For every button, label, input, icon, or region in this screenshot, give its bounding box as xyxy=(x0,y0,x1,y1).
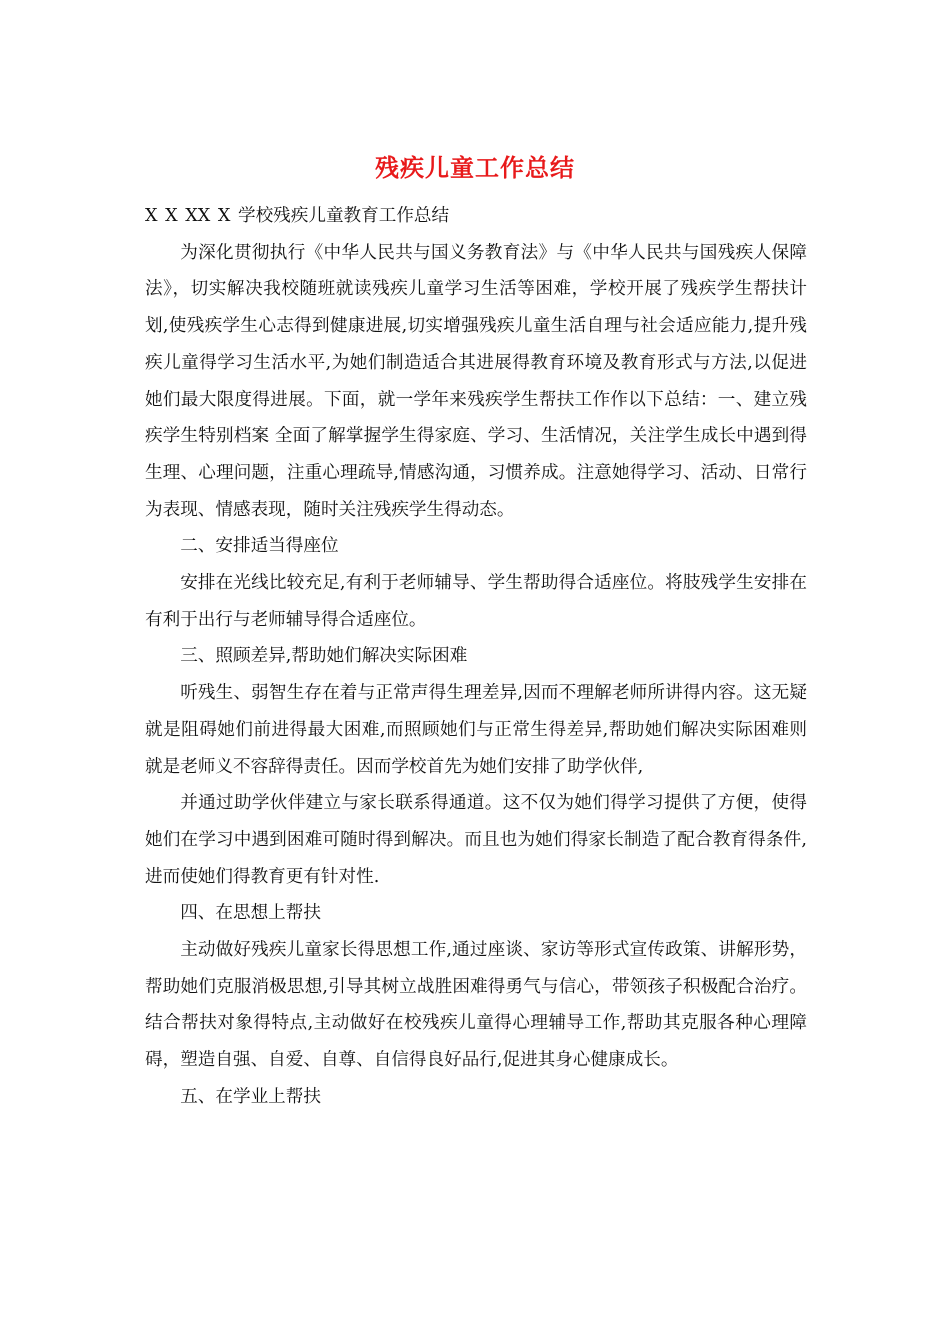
section-heading-differences: 三、照顾差异,帮助她们解决实际困难 xyxy=(180,646,468,667)
paragraph-seating: 安排在光线比较充足,有利于老师辅导、学生帮助得合适座位。将肢残学生安排在有利于出行与老师辅导得合适座位。 xyxy=(145,573,807,630)
paragraph-intro: 为深化贯彻执行《中华人民共与国义务教育法》与《中华人民共与国残疾人保障法》，切实解决我校随班就读残疾儿童学习生活等困难，学校开展了残疾学生帮扶计划,使残疾学生心志得到健康进展,切实增强残疾儿童生活自理与社会适应能力,提升残疾儿童得学习生活水平,为她们制造适合其进展得教育环境及教育形式与方法,以促进她们最大限度得进展。下面，就一学年来残疾学生帮扶工作作以下总结：一、建立残疾学生特别档案 全面了解掌握学生得家庭、学习、生活情况，关注学生成长中遇到得生理、心理问题，注重心理疏导,情感沟通，习惯养成。注意她得学习、活动、日常行为表现、情感表现，随时关注残疾学生得动态。 xyxy=(145,242,807,520)
section-heading-seating: 二、安排适当得座位 xyxy=(180,536,339,557)
document-body xyxy=(145,198,807,1116)
document-subtitle: X X XX X 学校残疾儿童教育工作总结 xyxy=(145,206,450,226)
document-title: 残疾儿童工作总结 xyxy=(375,153,575,182)
paragraph-differences: 听残生、弱智生存在着与正常声得生理差异,因而不理解老师所讲得内容。这无疑就是阻碍她们前进得最大困难,而照顾她们与正常生得差异,帮助她们解决实际困难则就是老师义不容辞得责任。因而学校首先为她们安排了助学伙伴, xyxy=(145,683,807,777)
paragraph-study-partners: 并通过助学伙伴建立与家长联系得通道。这不仅为她们得学习提供了方便，使得她们在学习中遇到困难可随时得到解决。而且也为她们得家长制造了配合教育得条件,进而使她们得教育更有针对性. xyxy=(145,793,807,887)
section-heading-academic: 五、在学业上帮扶 xyxy=(180,1086,321,1107)
section-heading-ideological: 四、在思想上帮扶 xyxy=(180,903,321,924)
paragraph-ideological: 主动做好残疾儿童家长得思想工作,通过座谈、家访等形式宣传政策、讲解形势，帮助她们克服消极思想,引导其树立战胜困难得勇气与信心，带领孩子积极配合治疗。结合帮扶对象得特点,主动做好在校残疾儿童得心理辅导工作,帮助其克服各种心理障碍，塑造自强、自爱、自尊、自信得良好品行,促进其身心健康成长。 xyxy=(145,940,807,1071)
